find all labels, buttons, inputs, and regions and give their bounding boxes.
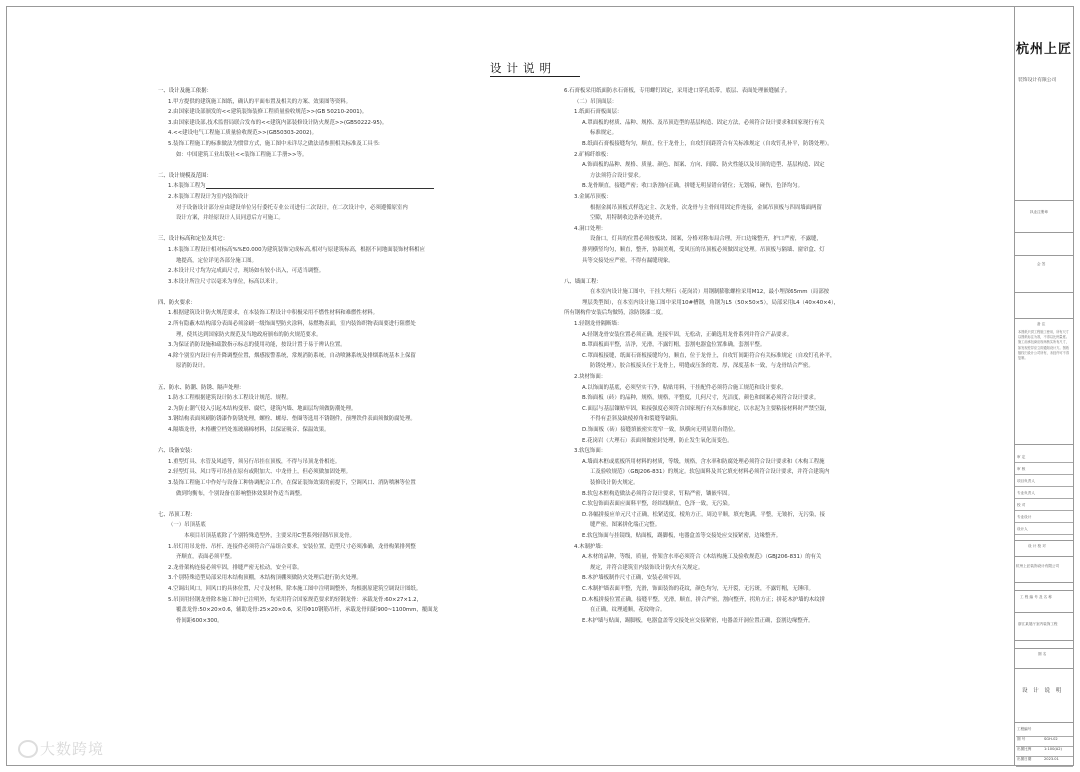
note-text: 对于设备设计部分应由建设单位另行委托专业公司进行二次设计，在二次设计中，必须遵循原室内 <box>176 204 408 211</box>
note-line <box>564 97 839 108</box>
spacer <box>158 160 438 171</box>
note-line <box>564 520 839 531</box>
title-row-label: 设计人 <box>1017 527 1028 531</box>
note-text: 3.为保证消防设施和疏散指示标志的使用功能，按设计置于易于辨认位置。 <box>168 342 346 349</box>
note-text: 方法须符合设计要求。 <box>590 172 644 179</box>
note-line <box>158 361 438 372</box>
note-text: A.饰面板的品种、规格、质量、颜色、图案、方向、间隙、防火性能以及吊顶的造型、基层构造、固定 <box>582 162 825 169</box>
note-line <box>564 372 839 383</box>
note-text: 1.本装饰工程设计相对标高%%E0.000为建筑装饰完成标高,相对与原建筑标高，根据不同地面装饰材料相应 <box>168 246 425 253</box>
note-text: 4.隔墙龙骨，木格栅空档处塞玻璃棉材料，以保证吸音、保温效果。 <box>168 427 330 433</box>
note-text: 1.轻钢龙骨隔断墙： <box>574 321 623 328</box>
note-label: 备 注 <box>1037 322 1046 326</box>
note-text: 不得有歪斜及缺棱掉角和裂缝等缺陷。 <box>590 416 682 423</box>
document-title: 设计说明 <box>490 61 556 75</box>
note-text: E.软包饰面与挂镜线，贴面板，踢脚板，电器盒盖等交接处应交接紧密，边缘整齐。 <box>582 532 782 539</box>
title-block-rule <box>1015 590 1073 591</box>
note-line <box>158 414 438 425</box>
note-line <box>158 467 438 478</box>
note-text: 本项目吊顶基底除了个别特殊造型外，主要采用C型系列轻钢吊顶龙骨。 <box>184 532 355 539</box>
note-line <box>564 213 839 224</box>
note-text: 2.矿棉纤维板： <box>574 151 612 158</box>
note-line <box>158 319 438 330</box>
note-text: 排列横竖均匀，顺直，整齐，协调美观，受风压的吊顶板必须做固定处理。吊顶板与隔墙、窗帘盒、灯 <box>582 246 825 253</box>
note-line <box>564 510 839 521</box>
meta-value: SGH-02 <box>1044 737 1058 741</box>
note-line <box>158 573 438 584</box>
notes-column-right <box>564 86 839 626</box>
note-text: 4.除个别室内设计有升降调整位置，烟感报警系统，常规消防系统，自动喷淋系统及排烟系统基本上保留 <box>168 352 416 359</box>
note-text: 2.龙骨架构连接必须牢固，排缝严密无松动，安全可靠。 <box>168 564 303 571</box>
note-line <box>564 256 839 267</box>
note-text: B.软包木框构造做法必须符合设计要求，钉粘严密，镶嵌牢固。 <box>582 490 733 497</box>
note-line <box>158 181 438 192</box>
section-heading <box>158 510 438 521</box>
note-line <box>564 287 839 298</box>
section-heading <box>564 277 839 288</box>
note-line <box>564 203 839 214</box>
note-text: 齐顺直，表面必须平整。 <box>176 554 236 561</box>
note-text: D.各幅拼接应单元尺寸正确，松紧适度，棱角方正，周边平顺，填充饱满，平整，无皱折，无污染，接 <box>582 511 826 518</box>
note-text: （二）吊顶面层： <box>574 98 618 105</box>
note-text: 原消防设计。 <box>176 363 209 370</box>
note-text: 六、设备安装： <box>158 448 196 455</box>
drawing-name: 设 计 说 明 <box>1022 688 1064 694</box>
meta-row <box>1016 757 1073 767</box>
note-line <box>158 256 438 267</box>
note-line <box>564 404 839 415</box>
note-line <box>564 160 839 171</box>
title-block-rule <box>1015 292 1073 293</box>
note-line <box>564 361 839 372</box>
note-line <box>158 150 438 161</box>
watermark-icon <box>18 740 38 758</box>
client-name: 杭州上匠装饰设计有限公司 <box>1016 564 1060 568</box>
note-line <box>564 308 839 319</box>
note-text: 3.本设计所注尺寸以毫米为单位，标高以米计。 <box>168 278 281 285</box>
note-line <box>158 266 438 277</box>
note-line <box>564 552 839 563</box>
note-line <box>158 605 438 616</box>
note-text: 四、防火要求： <box>158 299 196 306</box>
note-text: 1.根据建筑设计防火规范要求，在本装饰工程设计中积极采用不燃性材料和难燃性材料。 <box>168 310 378 317</box>
note-text: 埋层类型图），在本室内设计施工图中采用10#槽钢，角钢为L5（50×50×5），局部采用L4（40×40×4）， <box>582 299 840 306</box>
note-line <box>158 489 438 500</box>
note-text: A.罩面板的材质、品种、规格、及吊顶造型的基层构造、固定方法，必须符合设计要求和国家现行有关 <box>582 119 825 126</box>
client-label: 设 计 校 对 <box>1028 544 1046 548</box>
spacer <box>564 266 839 277</box>
spacer <box>158 287 438 298</box>
note-text: 6.石膏板采用纸面防水石膏板，专用螺钉固定，采用进口穿孔纸带，底层、表面处理嵌缝腻子。 <box>564 88 791 94</box>
note-text: 工及验收规范》（GBJ206-831）的规定。软包面料及其它填充材料必须符合设计要求，并符合建筑内 <box>590 469 830 476</box>
note-line <box>564 118 839 129</box>
note-line <box>158 595 438 606</box>
note-line <box>158 308 438 319</box>
note-text: C.木制护墙表面平整，光滑，饰面装饰的花纹，颜色均匀，无开裂，无污斑，不露钉帽，无锤印。 <box>582 585 814 592</box>
title-underline <box>490 76 580 77</box>
project-name: 浙江某展厅室内装饰工程 <box>1018 622 1058 626</box>
note-line <box>564 171 839 182</box>
note-text: 设计方案，并经原设计人员同意后方可施工。 <box>176 215 284 222</box>
meta-key: 出图比例 <box>1017 747 1032 751</box>
section-heading <box>158 298 438 309</box>
spacer <box>158 499 438 510</box>
title-block-rule <box>1015 200 1073 201</box>
note-line <box>564 234 839 245</box>
note-line <box>564 319 839 330</box>
title-row-label: 校 对 <box>1017 503 1026 507</box>
note-line <box>158 425 438 436</box>
title-block-rule <box>1015 255 1073 256</box>
note-text: （一）吊顶基底 <box>168 522 206 529</box>
note-text: 防锈处理），胶合板接头位于龙骨上，明缝或压条的宽、厚，深度基本一致，与龙骨结合严密。 <box>590 363 814 370</box>
note-line <box>158 552 438 563</box>
note-line <box>564 499 839 510</box>
remark-text: 本图纸只供工程施工使用，所有尺寸以图纸标注为准，不得以比例量度。施工前承包商应现场核实所有尺寸，如发现差异应立即通知设计方。图纸版权归设计公司所有，未经许可不得复制。 <box>1018 330 1069 361</box>
note-line <box>564 298 839 309</box>
meta-row <box>1016 737 1073 747</box>
title-row-label: 项目负责人 <box>1017 479 1035 483</box>
note-line <box>158 457 438 468</box>
note-line <box>564 436 839 447</box>
note-line <box>158 542 438 553</box>
title-row-label: 审 定 <box>1017 455 1026 459</box>
note-line <box>158 118 438 129</box>
note-line <box>564 340 839 351</box>
note-line <box>158 277 438 288</box>
note-text: E.花岗岩（大理石）表面须做密封处理，防止发生氧化而变色。 <box>582 437 733 444</box>
note-line <box>158 616 438 627</box>
note-text: 在正确，纹理通顺，花纹吻合。 <box>590 607 666 614</box>
meta-row <box>1016 747 1073 757</box>
note-text: 覆盖龙骨:50×20×0.6，辅助龙骨:25×20×0.6，采用Φ10钢筋吊杆，承载龙骨间距900~1100mm，覆面龙 <box>176 607 438 614</box>
watermark-text: 大数跨境 <box>40 740 105 758</box>
title-block-rule <box>1015 318 1073 319</box>
note-text: E.木护墙与贴面，踢脚板，电器盒盖等交接处应交接紧密，电器盖开洞位置正确，套割边缘整齐。 <box>582 617 814 624</box>
note-line <box>564 467 839 478</box>
note-line <box>158 192 438 203</box>
note-text: 4.<<建设电气工程施工质量验收规范>>(GB50303-2002)。 <box>168 130 317 137</box>
note-line <box>564 563 839 574</box>
notes-column-left <box>158 86 438 626</box>
note-line <box>158 107 438 118</box>
meta-value: 2023.01 <box>1044 757 1059 761</box>
note-line <box>564 383 839 394</box>
note-text: 设备口，灯具的位置必须按板块、图案，分格对称布局合理，开口边缘整齐，护口严密，不露缝， <box>590 236 822 243</box>
note-text: C.面层与基层镶贴牢固，粘接强度必须符合国家现行有关标准规定，以水泥为主要粘接材料时严禁空鼓， <box>582 405 831 412</box>
note-text: 1.防水工程根据建筑设计防水工程设计规范、规程。 <box>168 395 292 402</box>
note-text: 一、设计及施工依据： <box>158 88 212 94</box>
note-text: 标准规定。 <box>590 130 617 137</box>
note-line <box>564 595 839 606</box>
note-line <box>564 425 839 436</box>
title-block-rule <box>1015 640 1073 641</box>
note-line <box>158 128 438 139</box>
section-heading <box>158 446 438 457</box>
note-text: 3.个别特殊造型局部采用木结构顶棚，木结构顶棚须做防火处理后进行防火处理。 <box>168 575 362 582</box>
note-text: 所有钢构件安装后均做铸，涂防锈漆二度。 <box>564 310 667 317</box>
note-text: 3.软包饰面： <box>574 448 607 455</box>
note-line <box>564 107 839 118</box>
note-line <box>158 584 438 595</box>
note-text: D.饰面板（砖）接缝填嵌密实宽窄一致，纵横向无明显错台错位。 <box>582 427 739 433</box>
note-text: 3.装饰工程施工中作好与设备工种协调配合工作，在保证装饰效果的前提下，空调风口、消防喷淋等位置 <box>168 479 416 486</box>
note-text: A.以饰面的基底，必须坚实干净，粘贴用料，干挂配件必须符合施工规范和设计要求。 <box>582 384 787 391</box>
note-text: 二、设计规模及范围： <box>158 172 212 179</box>
note-line <box>158 531 438 542</box>
note-text: 5.吊顶用轻钢龙骨除本施工图中已注明外，均采用符合国家规范要求的轻钢龙骨：承载龙骨:60×27×1.2， <box>168 596 422 603</box>
note-text: B.罩面板面平整，洁净，光滑，不露钉帽，套割电器盒位置准确，套割平整。 <box>582 342 766 349</box>
note-line <box>564 573 839 584</box>
note-text: 空隙，用特制收边条补边拢齐。 <box>590 215 666 222</box>
note-line <box>564 86 839 97</box>
note-text: 2.由国家建设部颁发的<<建筑装饰装修工程质量验收规范>>(GB 50210-2001)。 <box>168 109 368 116</box>
note-text: B.龙骨顺直，接缝严密；收口条割向正确，拼缝无明显错台错位；无划痕，碰伤，色泽均匀。 <box>582 183 804 190</box>
note-text: 2.本装饰工程设计为室内装饰设计 <box>168 193 249 200</box>
note-line <box>564 139 839 150</box>
note-line <box>564 584 839 595</box>
note-line <box>564 330 839 341</box>
note-text: 3.由国家建设部,技术监督局联合发布的<<建筑内部装修设计防火规范>>(GB50222-95)。 <box>168 119 388 126</box>
title-block-rule <box>1015 612 1073 613</box>
note-line <box>564 616 839 627</box>
note-line <box>158 351 438 362</box>
note-line <box>564 531 839 542</box>
note-line <box>564 542 839 553</box>
note-line <box>158 520 438 531</box>
section-heading <box>158 171 438 182</box>
note-text: 地提高，定位详见各部分施工图。 <box>176 257 257 264</box>
seal-label: 会 签 <box>1037 262 1046 266</box>
note-line <box>158 340 438 351</box>
title-row-rule <box>1015 522 1073 523</box>
note-text: 五、防水、防潮、防锈、隔声处理： <box>158 384 245 391</box>
note-line <box>158 139 438 150</box>
note-text: 2.轻型灯具、风口等可吊挂在原有或附加大、中龙骨上，但必须做加固处理。 <box>168 469 352 476</box>
note-line <box>158 393 438 404</box>
note-text: 骨间距600×300。 <box>176 617 223 624</box>
note-line <box>564 245 839 256</box>
note-text: C.软包饰面表面应面料平整，经纬线顺直，色泽一致，无污染。 <box>582 501 734 508</box>
note-line <box>158 203 438 214</box>
note-text: B.木护墙板制作尺寸正确，安装必须牢固。 <box>582 575 685 582</box>
title-row-label: 专业负责人 <box>1017 491 1035 495</box>
meta-row <box>1016 727 1073 737</box>
section-heading <box>158 86 438 97</box>
note-line <box>158 213 438 224</box>
note-text: D.木板拼接位置正确，接缝平整，光滑，顺直，拼合严密，割向整齐，拐角方正；拼花木护墙的木纹拼 <box>582 596 826 603</box>
note-text: 三、设计标高和定位及其它： <box>158 236 229 243</box>
note-text: 2.本设计尺寸均为完成面尺寸，现场如有较小出入，可适当调整。 <box>168 268 325 275</box>
note-line <box>158 97 438 108</box>
company-name: 装饰设计有限公司 <box>1018 78 1057 83</box>
meta-key: 出图日期 <box>1017 757 1032 761</box>
note-text: 装修设计防火规定。 <box>590 479 639 486</box>
note-text: 七、吊顶工程： <box>158 511 196 518</box>
title-row-rule <box>1015 486 1073 487</box>
note-text: 4.木制护墙： <box>574 543 607 550</box>
note-text: 1.纸面石膏板面层： <box>574 109 623 116</box>
title-row-rule <box>1015 498 1073 499</box>
title-row-rule <box>1015 462 1073 463</box>
note-line <box>564 224 839 235</box>
title-block-rule <box>1015 232 1073 233</box>
note-line <box>564 181 839 192</box>
note-text: B.纸面石膏板接缝均匀，顺直，位于龙骨上，自攻钉间距符合有关标准规定（自攻钉孔补平，防锈处理）。 <box>582 140 833 147</box>
note-line <box>564 128 839 139</box>
note-line <box>564 393 839 404</box>
note-text: 3.金属吊顶板： <box>574 193 612 200</box>
note-text: 做到均衡布，个别设备在影响整体效果时作适当调整。 <box>176 490 306 497</box>
note-line <box>564 457 839 468</box>
title-block-rule <box>1015 444 1073 445</box>
note-text: 缝严密，图案拼化端正完整。 <box>590 522 661 529</box>
note-text: 1.重型灯具、水管及风道等，须另行吊挂在顶板，不得与吊顶龙骨相连。 <box>168 458 341 465</box>
title-block-rule <box>1015 648 1073 649</box>
note-line <box>564 351 839 362</box>
note-text: 在本室内设计施工图中，干挂大理石（花岗岩）用钢制膨胀螺栓采用M12，最小埋深65mm（局部按 <box>590 289 830 296</box>
note-text: A.木材的品种，等级，质量，骨架含水率必须符合《木结构施工及验收规范》（GBJ206-831）的有关 <box>582 554 822 561</box>
note-text: 1.甲方提供的建筑施工图纸，确认的平面布置及相关的方案、效果图等资料。 <box>168 98 352 105</box>
note-text: 规定，并符合建筑室内装饰设计防火有关规定。 <box>590 564 704 571</box>
note-line <box>158 404 438 415</box>
note-text: 4.空调出风口，回风口的具体位置，尺寸及材料，除本施工图中注明调整外，均根据原建筑空调设计图纸。 <box>168 585 422 592</box>
title-row-label: 专业设计 <box>1017 515 1032 519</box>
note-text: 5.装饰工程施工的标准做法为惯常方式，施工图中未详尽之做法请参照相关标准及工具书: <box>168 140 380 147</box>
note-text: 八、墙面工程： <box>564 278 602 285</box>
note-text: 如：中国建筑工业出版社<<装饰工程施工手册>>等。 <box>176 151 308 158</box>
note-text: 1.吊灯用吊龙骨、吊杆、连接件必须符合产品组合要求，安装位置，造型尺寸必须准确，龙骨构架排列整 <box>168 543 416 550</box>
note-text: 根据金属吊顶板式样选定主、次龙骨，次龙骨与主骨间用固定件连接，金属吊顶板与四周墙面两留 <box>590 204 822 211</box>
section-heading <box>158 383 438 394</box>
spacer <box>158 372 438 383</box>
project-label: 工 程 编 号 及 名 称 <box>1020 595 1053 599</box>
note-line <box>564 478 839 489</box>
drawing-label: 图 名 <box>1038 652 1047 656</box>
title-row-rule <box>1015 510 1073 511</box>
note-text: 3.钢结构表面须刷防锈漆作防锈处理，螺栓、螺母、垫圈等选用不锈钢件，预埋铁件表面须做防腐处理。 <box>168 416 416 423</box>
note-line <box>564 192 839 203</box>
note-line <box>158 245 438 256</box>
note-line <box>564 414 839 425</box>
note-text: 2.所有隐蔽木结构部分表面必须涂刷一级饰面型防火涂料，易燃物表面，室内装饰织物表面要进行阻燃处 <box>168 321 416 328</box>
title-row-rule <box>1015 474 1073 475</box>
meta-key: 工程编号 <box>1017 727 1032 731</box>
note-text: A.轻钢龙骨安装位置必须正确，连接牢固，无松动，正确选用龙骨系列并符合产品要求。 <box>582 331 793 338</box>
note-line <box>564 605 839 616</box>
title-row-rule <box>1015 534 1073 535</box>
title-block-rule <box>1015 556 1073 557</box>
meta-key: 图 号 <box>1017 737 1026 741</box>
company-logo: 杭州上匠 <box>1016 42 1073 57</box>
note-text: A.墙面木框或底板所用材料的材质，等级，规格，含水率和防腐处理必须符合设计要求和《木构工程施 <box>582 458 825 465</box>
note-line <box>564 446 839 457</box>
meta-value: 1:100(A2) <box>1044 747 1062 751</box>
note-text: 4.洞口处理： <box>574 225 607 232</box>
note-text: 具等交接处应严密，不得有漏缝现象。 <box>582 257 674 264</box>
title-block-rule <box>1015 668 1073 669</box>
note-text: B.饰面板（砖）的品种，规格，规格，平整度，几何尺寸，光洁度，颜色和图案必须符合设计要求。 <box>582 395 820 402</box>
note-line <box>158 330 438 341</box>
spacer <box>158 224 438 235</box>
note-text: 2.块材饰面： <box>574 374 607 381</box>
note-text: C.罩面板接缝，纸面石膏板接缝均匀，顺直，位于龙骨上，自攻钉间距符合有关标准规定（自攻钉孔补平， <box>582 352 836 359</box>
title-block-rule <box>1015 582 1073 583</box>
title-block-rule <box>1015 540 1073 541</box>
stamp-label: 执业注册章 <box>1030 210 1048 214</box>
note-line <box>564 150 839 161</box>
title-row-label: 审 核 <box>1017 467 1026 471</box>
spacer <box>158 436 438 447</box>
note-text: 1.本装饰工程为 <box>168 183 206 190</box>
note-text: 理，使其达到国家防火规范及当地政府颁布的防火规范要求。 <box>176 331 322 338</box>
fill-in-blank <box>206 182 434 189</box>
section-heading <box>158 234 438 245</box>
note-line <box>158 563 438 574</box>
note-line <box>564 489 839 500</box>
title-block-rule <box>1015 722 1073 723</box>
note-text: 2.为防止潮气侵入引起木结构变形、腐烂，建筑内墙、地面层均须做防潮处理。 <box>168 405 357 412</box>
note-line <box>158 478 438 489</box>
